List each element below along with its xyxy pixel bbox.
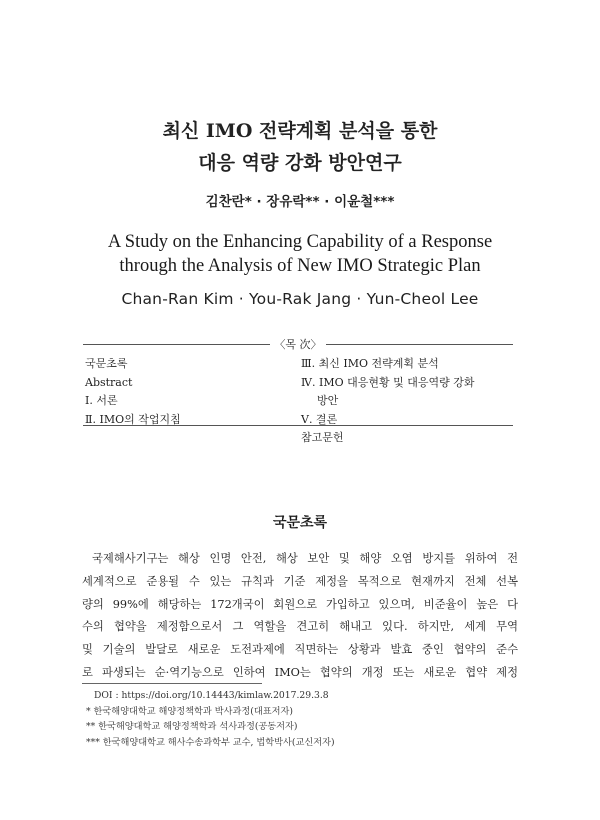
english-authors: Chan-Ran Kim · You-Rak Jang · Yun-Cheol Lee: [121, 290, 479, 308]
toc-item-references: 참고문헌: [301, 431, 344, 445]
toc-item-imo-response-cont: 방안: [317, 394, 339, 408]
footnote-author-3: *** 한국해양대학교 해사수송과학부 교수, 법학박사(교신저자): [86, 736, 335, 748]
english-title-line-1: A Study on the Enhancing Capability of a Response: [107, 232, 493, 252]
abstract-line: 수의 협약을 제정함으로서 그 역할을 견고히 해내고 있다. 하지만, 세계 무역: [82, 620, 518, 634]
abstract-paragraph: [82, 548, 518, 685]
toc-left-column: [85, 355, 285, 429]
toc-item-strategic-plan-analysis: Ⅲ. 최신 IMO 전략계획 분석: [301, 357, 439, 370]
abstract-line: 로 파생되는 순·역기능으로 인하여 IMO는 협약의 개정 또는 새로운 협약 제정: [82, 665, 518, 679]
toc-item-introduction: Ⅰ. 서론: [85, 394, 118, 408]
footnote-author-2: ** 한국해양대학교 해양정책학과 석사과정(공동저자): [86, 721, 298, 732]
abstract-line: 및 기술의 발달로 새로운 도전과제에 직면하는 상황과 발효 중인 협약의 준수: [82, 643, 518, 657]
toc-item-conclusion: Ⅴ. 결론: [301, 412, 338, 426]
footnote-divider: [82, 683, 262, 684]
table-of-contents: [83, 338, 513, 445]
toc-item-abstract: Abstract: [85, 375, 133, 389]
korean-authors: 김찬란* · 장유락** · 이윤철***: [205, 194, 395, 210]
section-title: 국문초록: [272, 515, 328, 531]
abstract-line: 국제해사기구는 해상 인명 안전, 해상 보안 및 해양 오염 방지를 위하여 전: [92, 552, 518, 565]
toc-heading: 〈목 次〉: [83, 336, 513, 352]
korean-title-line-1: 최신 IMO 전략계획 분석을 통한: [162, 120, 438, 142]
footnote-author-1: * 한국해양대학교 해양정책학과 박사과정(대표저자): [86, 705, 293, 717]
toc-item-korean-abstract: 국문초록: [85, 357, 128, 370]
toc-item-imo-work-guidelines: Ⅱ. IMO의 작업지침: [85, 412, 181, 426]
abstract-line: 세계적으로 준용될 수 있는 규칙과 기준 제정을 목적으로 현재까지 전체 선복: [82, 574, 518, 588]
korean-title-line-2: 대응 역량 강화 방안연구: [198, 152, 402, 174]
toc-right-column: [301, 355, 513, 448]
doi-link[interactable]: DOI : https://doi.org/10.14443/kimlaw.2017.29.3.8: [94, 690, 329, 701]
english-title-line-2: through the Analysis of New IMO Strategic Plan: [119, 256, 481, 276]
abstract-line: 량의 99%에 해당하는 172개국이 회원으로 가입하고 있으며, 비준율이 높은 다: [82, 597, 518, 611]
toc-item-imo-response: Ⅳ. IMO 대응현황 및 대응역량 강화: [301, 375, 475, 389]
footnotes: [86, 688, 516, 750]
